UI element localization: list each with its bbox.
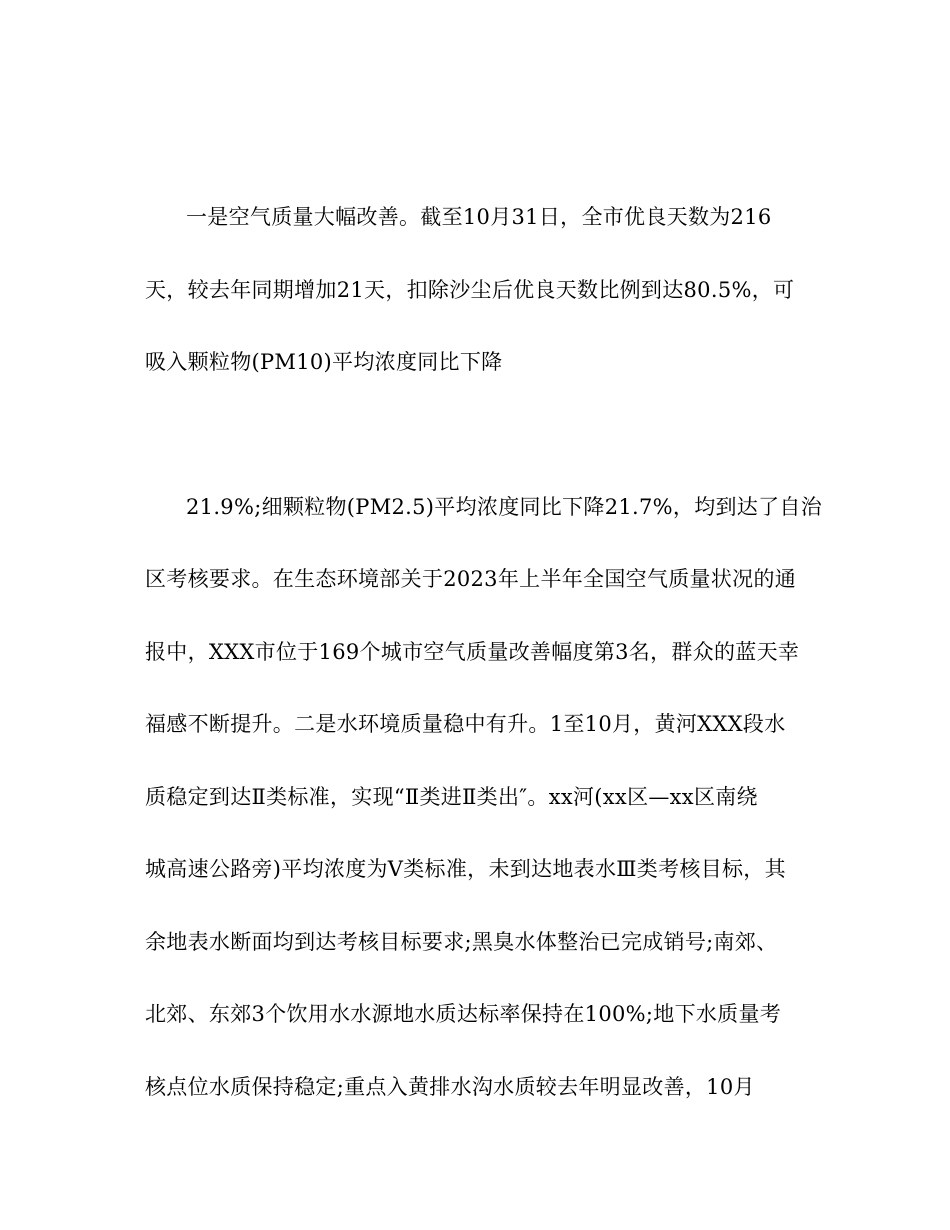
paragraph-line: 城高速公路旁)平均浓度为Ⅴ类标准，未到达地表水Ⅲ类考核目标，其 bbox=[145, 857, 786, 881]
paragraph-line: 余地表水断面均到达考核目标要求;黑臭水体整治已完成销号;南郊、 bbox=[145, 930, 778, 954]
paragraph-line: 北郊、东郊3个饮用水水源地水质达标率保持在100%;地下水质量考 bbox=[145, 1002, 782, 1026]
paragraph-line: 天，较去年同期增加21天，扣除沙尘后优良天数比例到达80.5%，可 bbox=[145, 278, 795, 302]
paragraph-line: 一是空气质量大幅改善。截至10月31日，全市优良天数为216 bbox=[186, 205, 772, 229]
paragraph-line: 质稳定到达Ⅱ类标准，实现“Ⅱ类进Ⅱ类出″。xx河(xx区—xx区南绕 bbox=[145, 785, 758, 809]
paragraph-line: 核点位水质保持稳定;重点入黄排水沟水质较去年明显改善，10月 bbox=[145, 1075, 755, 1099]
paragraph-line: 福感不断提升。二是水环境质量稳中有升。1至10月，黄河XXX段水 bbox=[145, 712, 786, 736]
paragraph-line: 区考核要求。在生态环境部关于2023年上半年全国空气质量状况的通 bbox=[145, 567, 797, 591]
paragraph-line: 21.9%;细颗粒物(PM2.5)平均浓度同比下降21.7%，均到达了自治 bbox=[186, 495, 823, 519]
paragraph-line: 报中，XXX市位于169个城市空气质量改善幅度第3名，群众的蓝天幸 bbox=[145, 640, 800, 664]
paragraph-line: 吸入颗粒物(PM10)平均浓度同比下降 bbox=[145, 350, 503, 374]
